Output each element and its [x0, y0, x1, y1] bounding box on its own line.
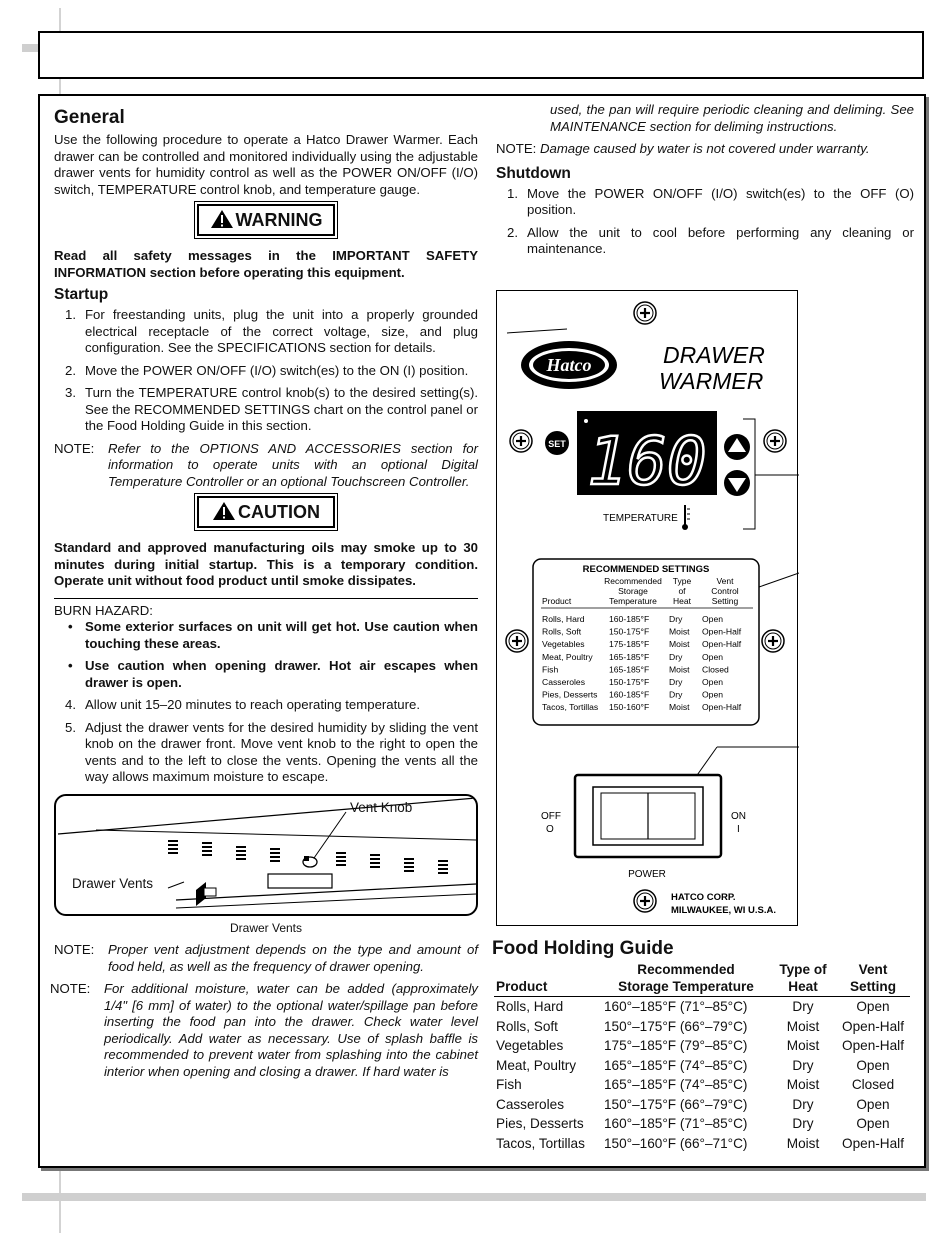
- shutdown-step: [507, 186, 914, 219]
- note-warranty: [496, 141, 914, 158]
- screw-icon: [634, 890, 656, 912]
- table-cell-vent: Open-Half: [842, 1038, 904, 1053]
- burn-hazard-list: [54, 619, 478, 691]
- rec-head-temp: Storage: [618, 586, 648, 596]
- note-text: Damage caused by water is not covered under warranty.: [539, 141, 870, 156]
- note-label: NOTE:: [496, 141, 537, 156]
- table-cell-heat: Dry: [792, 1057, 814, 1073]
- rec-cell-temp: 165-185°F: [609, 651, 650, 662]
- note-moisture-continued: [496, 102, 914, 135]
- header-cell: Storage Temperature: [602, 979, 770, 997]
- step-text: For freestanding units, plug the unit into a properly grounded electrical receptacle of the correct voltage, size, and plug configuration. See the SPECIFICATIONS section for details.: [85, 307, 478, 355]
- warning-word: WARNING: [235, 210, 323, 230]
- header-cell: Product: [494, 979, 602, 997]
- rec-head-vent: Control: [711, 586, 739, 596]
- note-vent-adjustment: [54, 942, 478, 975]
- table-cell-temp: 150°–175°F (66°–79°C): [604, 1018, 748, 1034]
- table-cell-vent: Open-Half: [842, 1018, 904, 1034]
- food-holding-guide-title: Food Holding Guide: [492, 938, 674, 959]
- table-row: [494, 1095, 910, 1115]
- startup-steps-continued: [54, 697, 478, 786]
- startup-step: [65, 363, 478, 380]
- rec-cell-vent: Open-Half: [702, 639, 742, 650]
- control-panel-illustration: [496, 290, 798, 926]
- drawer-vents-figure: [54, 794, 478, 916]
- step-text: Allow the unit to cool before performing any cleaning or maintenance.: [527, 224, 914, 256]
- table-cell-product: Pies, Desserts: [496, 1116, 584, 1131]
- table-cell-product: Rolls, Hard: [496, 999, 564, 1014]
- rec-title: RECOMMENDED SETTINGS: [582, 564, 710, 575]
- table-row: [494, 1017, 910, 1037]
- table-cell-heat: Moist: [786, 1038, 820, 1053]
- rec-head-temp: Temperature: [609, 596, 657, 606]
- rec-cell-vent: Open: [702, 651, 724, 662]
- table-header-row: [494, 979, 910, 997]
- set-label: SET: [548, 439, 566, 449]
- step-text: Move the POWER ON/OFF (I/O) switch(es) to the OFF (O) position.: [527, 185, 914, 217]
- screw-icon: [506, 630, 528, 652]
- corp-line-2: MILWAUKEE, WI U.S.A.: [671, 905, 777, 916]
- table-cell-vent: Closed: [851, 1077, 895, 1092]
- bottom-rule: [22, 1193, 926, 1201]
- startup-step: [65, 720, 478, 786]
- note-text: Refer to the OPTIONS AND ACCESSORIES section for information to operate units with an optional Digital Temperature Controller or an optional Touchscreen Controller.: [108, 440, 478, 489]
- on-label: ON: [731, 811, 746, 822]
- note-text: Proper vent adjustment depends on the type and amount of food held, as well as the frequency of drawer opening.: [108, 942, 478, 974]
- warning-text: Read all safety messages in the IMPORTANT SAFETY INFORMATION section before operating this equipment.: [54, 248, 478, 280]
- note-label: NOTE:: [54, 942, 95, 957]
- step-number: 2.: [65, 362, 76, 378]
- rec-cell-heat: Moist: [669, 639, 690, 650]
- rec-head-heat: Heat: [673, 596, 691, 606]
- rec-cell-temp: 160-185°F: [609, 689, 650, 700]
- page-header-box: [38, 31, 924, 79]
- rec-cell-temp: 150-175°F: [609, 626, 650, 637]
- table-cell-temp: 165°–185°F (74°–85°C): [604, 1077, 748, 1092]
- table-body: [494, 997, 910, 1154]
- rec-cell-product: Pies, Desserts: [542, 689, 598, 700]
- startup-step: [65, 385, 478, 435]
- table-cell-temp: 150°–160°F (66°–71°C): [604, 1135, 748, 1151]
- startup-step: [65, 697, 478, 714]
- table-cell-vent: Open-Half: [842, 1135, 904, 1151]
- rec-cell-heat: Moist: [669, 702, 690, 713]
- divider: [54, 598, 478, 599]
- table-cell-product: Meat, Poultry: [496, 1057, 577, 1073]
- table-row: [494, 997, 910, 1017]
- note-text: used, the pan will require periodic cleaning and deliming. See MAINTENANCE section for deliming instructions.: [550, 102, 914, 134]
- step-text: Turn the TEMPERATURE control knob(s) to the desired setting(s). See the RECOMMENDED SETTINGS chart on the control panel or the Food Holding Guide in this section.: [85, 385, 478, 433]
- rec-cell-product: Meat, Poultry: [542, 651, 593, 662]
- caution-triangle-icon: [212, 501, 236, 521]
- product-line-2: WARMER: [659, 368, 764, 394]
- main-content-box: [38, 94, 926, 1168]
- startup-steps: [54, 307, 478, 435]
- rec-cell-heat: Dry: [669, 651, 683, 662]
- note-label: NOTE:: [54, 440, 95, 456]
- off-label: OFF: [541, 811, 561, 822]
- vent-knob-callout: Vent Knob: [350, 799, 413, 815]
- startup-heading: Startup: [54, 286, 109, 303]
- rec-head-heat: Type: [672, 576, 692, 586]
- drawer-vents-illustration: [56, 796, 478, 916]
- header-cell: Type of: [779, 962, 827, 977]
- step-text: Adjust the drawer vents for the desired humidity by sliding the vent knob on the drawer front. Move vent knob to the right to open the vents and to the left to close the vents. Opening the vents all the way allows maximum moisture to escape.: [85, 719, 478, 784]
- table-cell-heat: Dry: [792, 1096, 814, 1112]
- table-cell-heat: Moist: [786, 1077, 820, 1092]
- rec-head-product: Product: [542, 596, 572, 606]
- table-cell-vent: Open: [856, 999, 890, 1014]
- table-cell-product: Casseroles: [496, 1096, 564, 1112]
- caution-label: [197, 496, 335, 528]
- rec-head-heat: of: [678, 586, 686, 596]
- rec-cell-temp: 150-160°F: [609, 702, 650, 713]
- screw-icon: [764, 430, 786, 452]
- step-number: 2.: [507, 224, 518, 240]
- shutdown-heading: Shutdown: [496, 164, 571, 182]
- table-cell-vent: Open: [856, 1096, 890, 1112]
- table-cell-heat: Moist: [786, 1135, 820, 1151]
- off-symbol: O: [546, 824, 554, 835]
- rec-cell-vent: Open: [702, 614, 724, 624]
- table-header-row: [494, 962, 910, 979]
- note-moisture: [50, 981, 478, 1080]
- table-cell-heat: Dry: [792, 999, 814, 1014]
- rec-cell-product: Fish: [542, 664, 559, 675]
- step-number: 5.: [65, 719, 76, 735]
- product-line-1: DRAWER: [663, 342, 765, 368]
- burn-hazard-item: • Use caution when opening drawer. Hot air escapes when drawer is open.: [65, 658, 478, 691]
- temperature-label: TEMPERATURE: [603, 513, 678, 524]
- screw-icon: [510, 430, 532, 452]
- shutdown-steps: [496, 186, 914, 258]
- rec-cell-heat: Dry: [669, 689, 683, 700]
- figure-caption: Drawer Vents: [229, 920, 303, 935]
- brand-name: Hatco: [546, 355, 592, 375]
- header-cell: Heat: [770, 979, 836, 997]
- burn-hazard-heading: BURN HAZARD:: [54, 602, 153, 618]
- table-cell-vent: Open: [856, 1057, 890, 1073]
- rec-cell-heat: Moist: [669, 664, 690, 675]
- food-holding-guide-table: [494, 962, 910, 1153]
- table-cell-product: Fish: [496, 1077, 522, 1092]
- corp-line-1: HATCO CORP.: [671, 892, 736, 903]
- step-number: 4.: [65, 697, 76, 712]
- table-cell-temp: 160°–185°F (71°–85°C): [604, 999, 748, 1014]
- left-column: [50, 106, 478, 1086]
- shutdown-step: [507, 225, 914, 258]
- warning-label: [197, 204, 335, 236]
- general-intro: Use the following procedure to operate a Hatco Drawer Warmer. Each drawer can be controlled and monitored individually using the adjustable drawer vents for humidity control as well as the POWER ON/OFF (I/O) switch, TEMPERATURE control knob, and temperature gauge.: [54, 132, 478, 197]
- header-cell: Vent: [858, 962, 888, 977]
- rec-head-vent: Setting: [711, 596, 739, 606]
- note-options: [54, 441, 478, 491]
- screw-icon: [634, 302, 656, 324]
- rec-cell-product: Rolls, Soft: [542, 626, 582, 637]
- right-column: [496, 102, 914, 264]
- table-cell-product: Tacos, Tortillas: [496, 1135, 585, 1151]
- table-row: [494, 1036, 910, 1056]
- startup-step: [65, 307, 478, 357]
- rec-cell-heat: Dry: [669, 614, 683, 624]
- table-row: [494, 1134, 910, 1154]
- header-cell: [494, 962, 602, 979]
- rec-cell-temp: 165-185°F: [609, 664, 650, 675]
- table-cell-heat: Moist: [786, 1018, 820, 1034]
- display-value: 160: [587, 423, 707, 500]
- rec-cell-temp: 150-175°F: [609, 677, 650, 687]
- step-text: Move the POWER ON/OFF (I/O) switch(es) to the ON (I) position.: [85, 362, 469, 378]
- table-cell-temp: 150°–175°F (66°–79°C): [604, 1096, 748, 1112]
- caution-word: CAUTION: [238, 502, 320, 522]
- table-cell-heat: Dry: [792, 1116, 814, 1131]
- rec-cell-vent: Open: [702, 677, 724, 687]
- table-cell-product: Rolls, Soft: [496, 1018, 558, 1034]
- table-cell-vent: Open: [856, 1116, 890, 1131]
- control-panel-drawing: [497, 291, 799, 927]
- rec-head-temp: Recommended: [604, 576, 662, 586]
- table-row: [494, 1114, 910, 1134]
- header-cell: Recommended: [637, 962, 735, 977]
- rec-cell-product: Vegetables: [542, 639, 585, 650]
- rec-cell-product: Casseroles: [542, 677, 585, 687]
- table-cell-temp: 175°–185°F (79°–85°C): [604, 1038, 748, 1053]
- thermometer-icon: [682, 505, 690, 530]
- table-cell-temp: 165°–185°F (74°–85°C): [604, 1057, 748, 1073]
- rec-cell-vent: Closed: [702, 664, 729, 675]
- rec-cell-product: Rolls, Hard: [542, 614, 585, 624]
- header-cell: Setting: [836, 979, 910, 997]
- rec-cell-heat: Dry: [669, 677, 683, 687]
- rec-cell-product: Tacos, Tortillas: [542, 702, 599, 713]
- general-heading: General: [54, 107, 125, 128]
- step-number: 1.: [507, 185, 518, 201]
- rec-cell-vent: Open-Half: [702, 702, 742, 713]
- power-label: POWER: [628, 869, 666, 880]
- screw-icon: [762, 630, 784, 652]
- step-number: 3.: [65, 385, 76, 400]
- rec-head-vent: Vent: [716, 576, 734, 586]
- table-row: [494, 1056, 910, 1076]
- table-cell-product: Vegetables: [496, 1038, 564, 1053]
- step-number: 1.: [65, 307, 76, 322]
- rec-cell-vent: Open-Half: [702, 626, 742, 637]
- rec-cell-temp: 175-185°F: [609, 639, 650, 650]
- step-text: Allow unit 15–20 minutes to reach operating temperature.: [85, 697, 421, 712]
- rec-cell-temp: 160-185°F: [609, 614, 650, 624]
- rec-cell-vent: Open: [702, 689, 724, 700]
- drawer-vents-callout: Drawer Vents: [72, 875, 154, 891]
- burn-hazard-item: • Some exterior surfaces on unit will get hot. Use caution when touching these areas.: [65, 619, 478, 652]
- table-row: [494, 1075, 910, 1095]
- note-text: For additional moisture, water can be added (approximately 1/4" [6 mm] of water) to the optional water/spillage pan before inserting the food pan into the drawer. Check water level periodically. Add water as necessary. Use of splash baffle is recommended to prevent water from splashing into the cabinet interior when opening and closing a drawer. If hard water is: [104, 981, 478, 1079]
- table-cell-temp: 160°–185°F (71°–85°C): [604, 1116, 748, 1131]
- caution-text: Standard and approved manufacturing oils may smoke up to 30 minutes during initial startup. This is a temporary condition. Operate unit without food product until smoke dissipates.: [54, 540, 478, 588]
- warning-triangle-icon: [210, 209, 234, 229]
- note-label: NOTE:: [50, 981, 91, 996]
- on-symbol: I: [737, 824, 740, 835]
- rec-cell-heat: Moist: [669, 626, 690, 637]
